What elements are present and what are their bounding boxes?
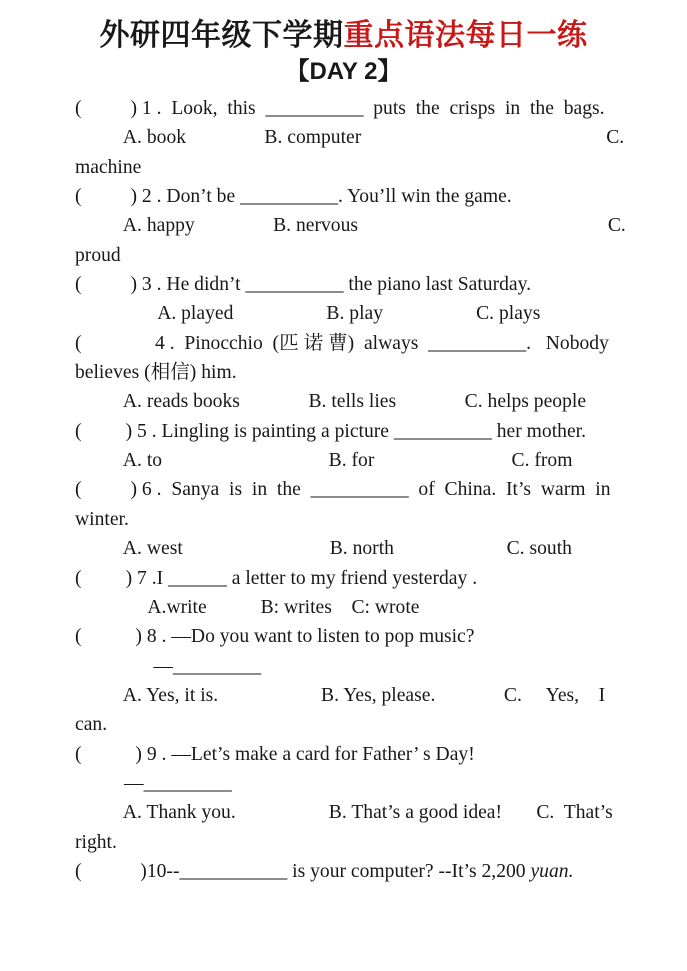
text-segment: can. <box>75 714 108 736</box>
text-line-7 <box>75 270 687 299</box>
text-line-8 <box>75 299 687 328</box>
text-line-11 <box>75 387 687 416</box>
text-line-4 <box>75 182 687 211</box>
title-highlight-part: 重点语法每日一练 <box>343 19 588 52</box>
text-segment: A. played B. play C. plays <box>75 303 541 325</box>
text-line-6 <box>75 241 687 270</box>
text-segment: A.write B: writes C: wrote <box>75 596 420 618</box>
text-segment: ( ) 3 . He didn’t __________ the piano last Saturday. <box>75 274 532 296</box>
text-segment: winter. <box>75 508 129 530</box>
text-line-3 <box>75 153 687 182</box>
text-segment: A. to B. for C. from <box>75 450 573 472</box>
text-segment: ( ) 6 . Sanya is in the __________ of China. It’s warm in <box>75 479 611 501</box>
text-line-17 <box>75 564 687 593</box>
text-line-22 <box>75 710 687 739</box>
text-segment: —_________ <box>75 772 232 794</box>
text-segment: ( ) 2 . Don’t be __________. You’ll win the game. <box>75 186 512 208</box>
text-segment: A. Thank you. B. That’s a good idea! C. That’s <box>75 802 613 824</box>
text-segment: A. reads books B. tells lies C. helps people <box>75 391 587 413</box>
italic-text: yuan. <box>530 860 574 882</box>
text-line-15 <box>75 505 687 534</box>
text-segment: ( ) 9 . —Let’s make a card for Father’ s Day! <box>75 743 475 765</box>
text-line-16 <box>75 534 687 563</box>
text-line-18 <box>75 593 687 622</box>
text-line-2 <box>75 123 687 152</box>
text-line-5 <box>75 211 687 240</box>
text-line-20 <box>75 652 687 681</box>
text-line-13 <box>75 446 687 475</box>
text-segment: believes (相信) him. <box>75 362 237 384</box>
text-line-12 <box>75 417 687 446</box>
text-line-25 <box>75 798 687 827</box>
question-list <box>75 94 687 886</box>
text-segment: A. happy B. nervous C. <box>75 215 626 237</box>
text-segment: ( )10--___________ is your computer? --It’s 2,200 <box>75 860 531 882</box>
text-line-21 <box>75 681 687 710</box>
text-line-1 <box>75 94 687 123</box>
text-line-9 <box>75 329 687 358</box>
text-line-14 <box>75 475 687 504</box>
text-line-19 <box>75 622 687 651</box>
text-segment: A. book B. computer C. <box>75 127 625 149</box>
text-segment: A. west B. north C. south <box>75 538 572 560</box>
text-segment: ( ) 1 . Look, this __________ puts the crisps in the bags. <box>75 98 605 119</box>
text-segment: A. Yes, it is. B. Yes, please. C. Yes, I <box>75 684 606 706</box>
page-subtitle: 【DAY 2】 <box>285 58 402 85</box>
text-segment: machine <box>75 156 142 178</box>
text-segment: right. <box>75 831 117 853</box>
text-segment: ( ) 8 . —Do you want to listen to pop music? <box>75 626 475 648</box>
text-segment: —_________ <box>75 655 262 677</box>
text-segment: ( ) 7 .I ______ a letter to my friend yesterday . <box>75 567 478 589</box>
text-segment: ( ) 5 . Lingling is painting a picture __________ her mother. <box>75 420 586 442</box>
page-title <box>0 0 687 55</box>
title-course-part: 外研四年级下学期 <box>99 19 344 52</box>
text-line-10 <box>75 358 687 387</box>
text-line-27 <box>75 857 687 886</box>
text-line-24 <box>75 769 687 798</box>
text-segment: proud <box>75 244 121 266</box>
text-line-26 <box>75 828 687 857</box>
text-segment: ( 4 . Pinocchio (匹 诺 曹) always __________. Nobody <box>75 332 609 354</box>
text-line-23 <box>75 740 687 769</box>
